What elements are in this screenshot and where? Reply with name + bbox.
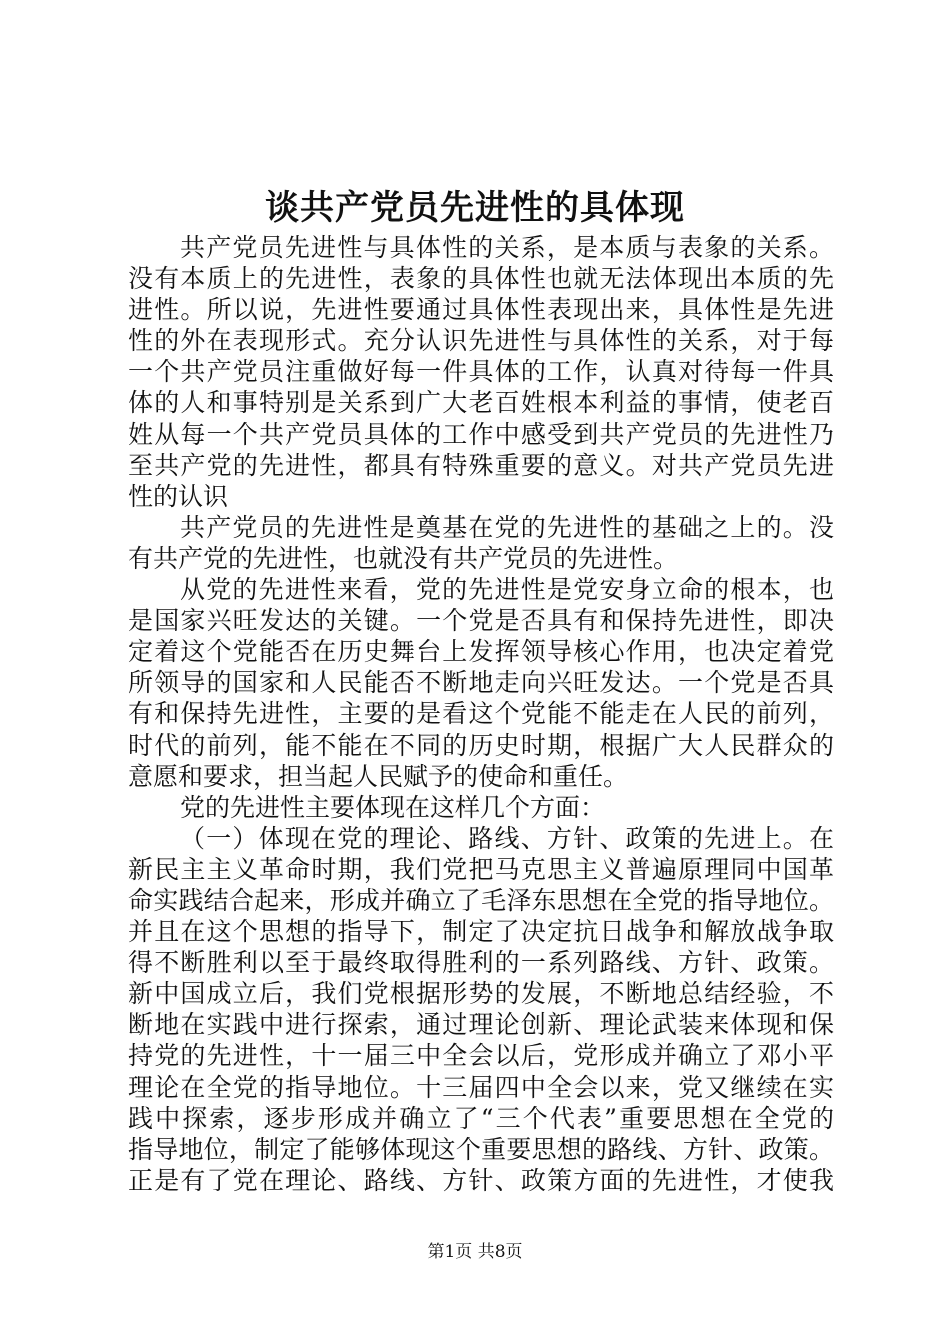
text-line: 并且在这个思想的指导下，制定了决定抗日战争和解放战争取 bbox=[128, 917, 834, 947]
text-line: 党的先进性主要体现在这样几个方面： bbox=[180, 792, 606, 822]
text-line: 至共产党的先进性，都具有特殊重要的意义。对共产党员先进 bbox=[128, 450, 834, 480]
text-line: 意愿和要求，担当起人民赋予的使命和重任。 bbox=[128, 761, 629, 791]
text-line: 共产党员的先进性是奠基在党的先进性的基础之上的。没 bbox=[180, 512, 834, 542]
text-line: （一）体现在党的理论、路线、方针、政策的先进上。在 bbox=[180, 823, 834, 853]
text-line: 有和保持先进性，主要的是看这个党能不能走在人民的前列， bbox=[128, 699, 834, 729]
text-line: 一个共产党员注重做好每一件具体的工作，认真对待每一件具 bbox=[128, 357, 834, 387]
text-line: 性的外在表现形式。充分认识先进性与具体性的关系，对于每 bbox=[128, 326, 834, 356]
text-line: 理论在全党的指导地位。十三届四中全会以来，党又继续在实 bbox=[128, 1072, 834, 1102]
document-body bbox=[128, 232, 834, 1196]
text-line: 新民主主义革命时期，我们党把马克思主义普遍原理同中国革 bbox=[128, 854, 834, 884]
text-line: 进性。所以说，先进性要通过具体性表现出来，具体性是先进 bbox=[128, 295, 834, 325]
text-line: 是国家兴旺发达的关键。一个党是否具有和保持先进性，即决 bbox=[128, 606, 834, 636]
text-line: 没有本质上的先进性，表象的具体性也就无法体现出本质的先 bbox=[128, 264, 834, 294]
text-line: 命实践结合起来，形成并确立了毛泽东思想在全党的指导地位。 bbox=[128, 885, 834, 915]
text-line: 正是有了党在理论、路线、方针、政策方面的先进性，才使我 bbox=[128, 1165, 834, 1195]
text-line: 从党的先进性来看，党的先进性是党安身立命的根本，也 bbox=[180, 575, 834, 605]
text-line: 体的人和事特别是关系到广大老百姓根本利益的事情，使老百 bbox=[128, 388, 834, 418]
text-line: 共产党员先进性与具体性的关系，是本质与表象的关系。 bbox=[180, 233, 834, 262]
text-line: 定着这个党能否在历史舞台上发挥领导核心作用，也决定着党 bbox=[128, 637, 834, 667]
text-line: 持党的先进性，十一届三中全会以后，党形成并确立了邓小平 bbox=[128, 1041, 834, 1071]
text-line: 断地在实践中进行探索，通过理论创新、理论武装来体现和保 bbox=[128, 1010, 834, 1040]
text-line: 指导地位，制定了能够体现这个重要思想的路线、方针、政策。 bbox=[128, 1134, 834, 1164]
text-line: 性的认识 bbox=[128, 481, 229, 511]
text-line: 新中国成立后，我们党根据形势的发展，不断地总结经验，不 bbox=[128, 979, 834, 1009]
text-line: 时代的前列，能不能在不同的历史时期，根据广大人民群众的 bbox=[128, 730, 834, 760]
text-line: 践中探索，逐步形成并确立了“三个代表”重要思想在全党的 bbox=[128, 1103, 834, 1133]
text-line: 有共产党的先进性，也就没有共产党员的先进性。 bbox=[128, 543, 679, 573]
text-line: 得不断胜利以至于最终取得胜利的一系列路线、方针、政策。 bbox=[128, 948, 834, 978]
text-line: 姓从每一个共产党员具体的工作中感受到共产党员的先进性乃 bbox=[128, 419, 834, 449]
document-title: 谈共产党员先进性的具体现 bbox=[265, 188, 685, 228]
page-footer: 第1页 共8页 bbox=[427, 1242, 523, 1262]
text-line: 所领导的国家和人民能否不断地走向兴旺发达。一个党是否具 bbox=[128, 668, 834, 698]
